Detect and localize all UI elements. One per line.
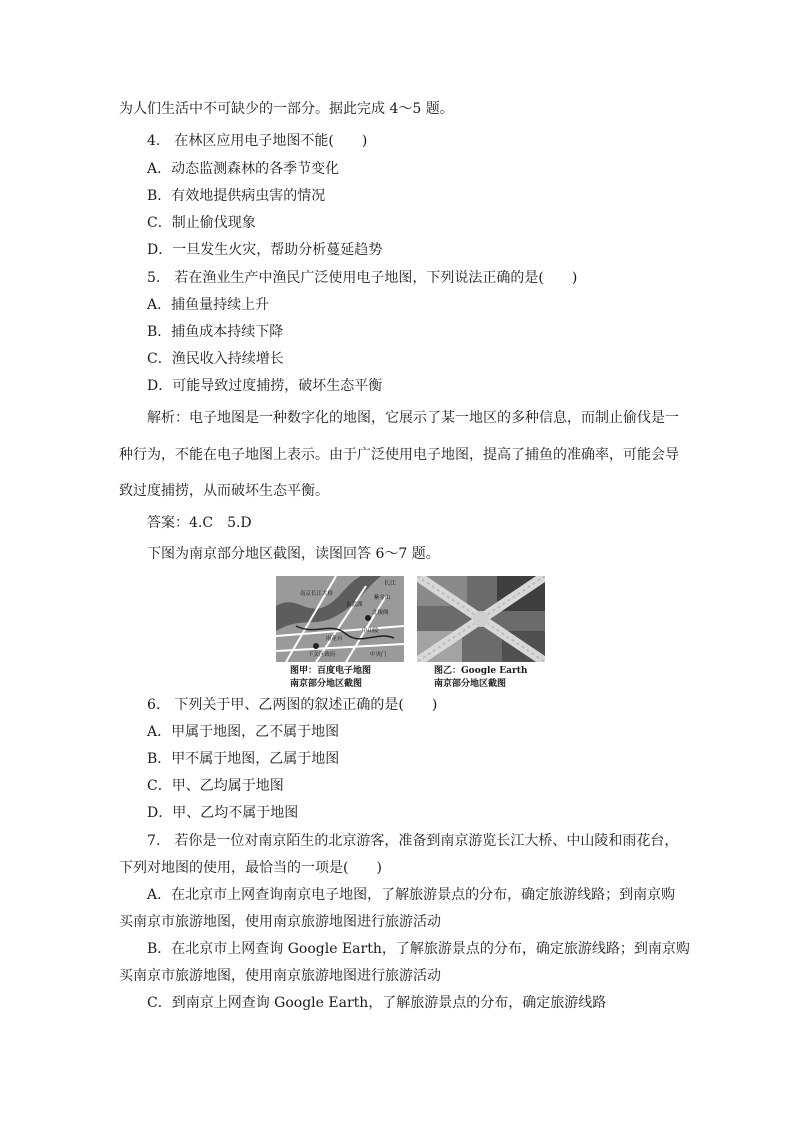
question-6-option-b: B．甲不属于地图，乙属于地图 bbox=[147, 751, 340, 767]
question-7-option-b-line-2: 买南京市旅游地图，使用南京旅游地图进行旅游活动 bbox=[119, 968, 441, 984]
answer-text: 答案：4.C 5.D bbox=[147, 515, 252, 531]
map-poi-marker-2 bbox=[313, 643, 319, 649]
map-label-changjiang: 长江 bbox=[384, 580, 397, 587]
question-7-option-a-line-2: 买南京市旅游地图，使用南京旅游地图进行旅游活动 bbox=[119, 914, 441, 930]
question-6-stem: 6. 下列关于甲、乙两图的叙述正确的是( ) bbox=[147, 697, 438, 713]
figure-a-caption-line-1: 图甲：百度电子地图 bbox=[290, 666, 372, 676]
analysis-line-1: 解析：电子地图是一种数字化的地图，它展示了某一地区的多种信息，而制止偷伐是一 bbox=[147, 410, 679, 426]
question-5-option-a: A．捕鱼量持续上升 bbox=[147, 297, 270, 313]
question-4-option-a: A．动态监测森林的各季节变化 bbox=[147, 161, 340, 177]
question-6-option-a: A．甲属于地图，乙不属于地图 bbox=[147, 724, 340, 740]
question-6-option-d: D．甲、乙均不属于地图 bbox=[147, 805, 299, 821]
figure-a-caption-line-2: 南京部分地区截图 bbox=[290, 679, 363, 689]
map-label-zhongyangmen: 中央门 bbox=[370, 652, 387, 658]
figure-b-caption-line-1: 图乙：Google Earth bbox=[434, 666, 528, 676]
map-label-yuhuatai: 雨花台 bbox=[326, 636, 343, 642]
map-label-xiaguan: 下关区政府 bbox=[308, 652, 336, 658]
question-5-stem: 5. 若在渔业生产中渔民广泛使用电子地图，下列说法正确的是( ) bbox=[147, 270, 578, 286]
question-4-option-d: D．一旦发生火灾，帮助分析蔓延趋势 bbox=[147, 242, 383, 258]
satellite-intersection bbox=[473, 611, 489, 627]
intro-text: 为人们生活中不可缺少的一部分。据此完成 4～5 题。 bbox=[119, 101, 454, 117]
question-5-option-c: C．渔民收入持续增长 bbox=[147, 351, 284, 367]
question-4-stem: 4. 在林区应用电子地图不能( ) bbox=[147, 133, 368, 149]
question-5-option-b: B．捕鱼成本持续下降 bbox=[147, 324, 284, 340]
question-5-option-d: D．可能导致过度捕捞，破坏生态平衡 bbox=[147, 378, 383, 394]
question-4-option-b: B．有效地提供病虫害的情况 bbox=[147, 188, 326, 204]
analysis-line-2: 种行为，不能在电子地图上表示。由于广泛使用电子地图，提高了捕鱼的准确率，可能会导 bbox=[119, 447, 679, 463]
question-7-option-c: C．到南京上网查询 Google Earth，了解旅游景点的分布，确定旅游线路 bbox=[147, 995, 607, 1011]
map-label-zijinshan: 紫金山 bbox=[374, 595, 391, 601]
question-4-option-c: C．制止偷伐现象 bbox=[147, 215, 256, 231]
map-poi-marker bbox=[365, 615, 371, 621]
figure-intro: 下图为南京部分地区截图，读图回答 6～7 题。 bbox=[147, 546, 440, 562]
question-7-option-a-line-1: A．在北京市上网查询南京电子地图，了解旅游景点的分布，确定旅游线路；到南京购 bbox=[147, 887, 676, 903]
figure-b-caption-line-2: 南京部分地区截图 bbox=[434, 679, 507, 689]
figure-a-electronic-map bbox=[276, 576, 404, 662]
question-7-stem-line-2: 下列对地图的使用，最恰当的一项是( ) bbox=[119, 860, 382, 876]
map-label-xuanwuhu: 玄武湖 bbox=[346, 602, 363, 608]
map-label-bridge: 南京长江大桥 bbox=[300, 591, 334, 597]
map-label-zhongshanling: 中山陵 bbox=[362, 628, 379, 634]
question-6-option-c: C．甲、乙均属于地图 bbox=[147, 778, 284, 794]
analysis-line-3: 致过度捕捞，从而破坏生态平衡。 bbox=[119, 483, 329, 499]
question-7-stem-line-1: 7. 若你是一位对南京陌生的北京游客，准备到南京游览长江大桥、中山陵和雨花台， bbox=[147, 833, 679, 849]
figure-b-satellite-image bbox=[417, 576, 545, 662]
map-label-beijige: 北极阁 bbox=[372, 610, 389, 616]
question-7-option-b-line-1: B．在北京市上网查询 Google Earth，了解旅游景点的分布，确定旅游线路；到南京购 bbox=[147, 941, 690, 957]
